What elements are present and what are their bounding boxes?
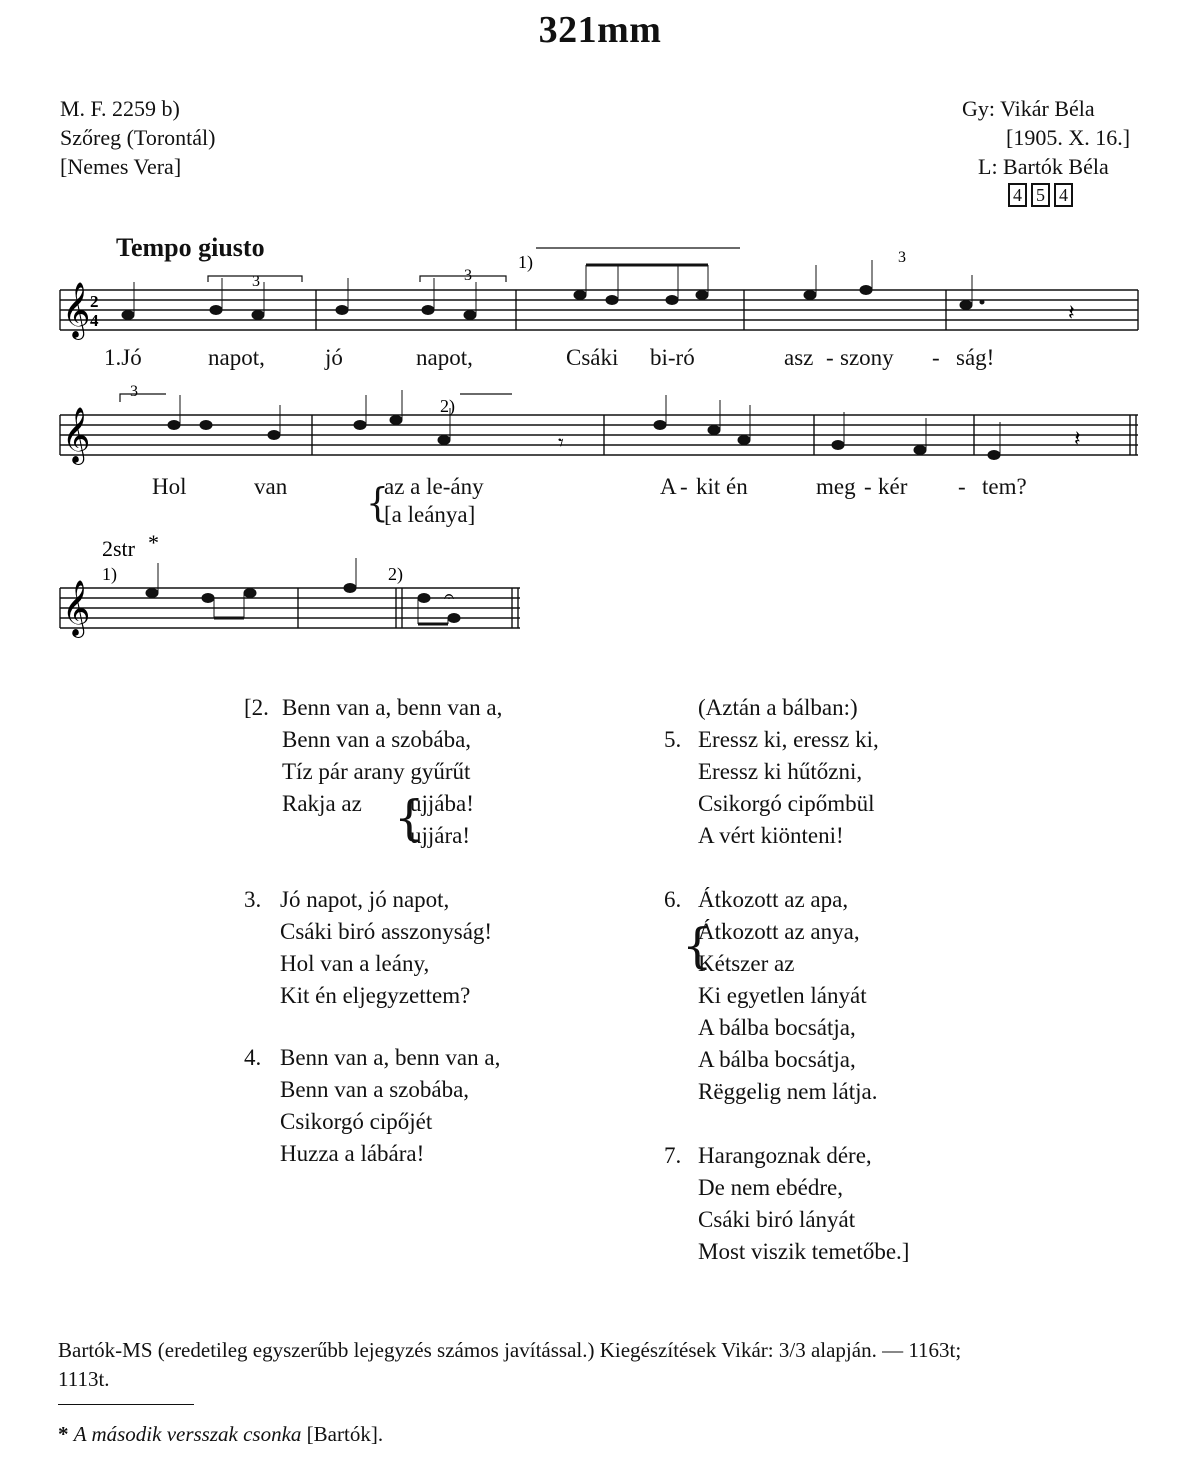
verse-line: Rakja az [282,791,362,816]
lyric-hyphen: - [680,474,688,499]
svg-text:3: 3 [252,273,260,290]
verse-line: Csikorgó cipőjét [280,1109,433,1134]
lyric-syllable: meg [816,474,856,499]
class-box: 4 [1054,183,1073,207]
verse-line: Benn van a szobába, [282,727,472,752]
lyric-syllable: ság! [956,345,995,370]
strophe-number: [2. [244,695,269,720]
ossia-asterisk: * [148,530,159,555]
verse-line: Kétszer az [698,951,795,976]
collector-info [962,94,1130,207]
verse-line: Átkozott az apa, [698,887,849,912]
verse-line: Eressz ki hűtőzni, [698,759,863,784]
svg-text:3: 3 [898,249,906,266]
singer: [Nemes Vera] [60,154,182,179]
triplet-marks [252,249,906,290]
time-signature-bottom: 4 [90,311,99,330]
verse-line: Jó napot, jó napot, [280,887,450,912]
lyric-alternative: [a leánya] [384,502,476,527]
treble-clef-icon: 𝄞 [62,284,91,337]
ossia-mark-1: 1) [102,564,117,584]
source-note-line: Bartók-MS (eredetileg egyszerűbb lejegyzés számos javítással.) Kiegészítések Vikár: 3/3 alapján. — 1163t; [58,1338,962,1362]
lyric-syllable: van [254,474,288,499]
strophe-3 [244,884,492,1012]
verse-line: Tíz pár arany gyűrűt [282,759,471,784]
lyric-hyphen: - [932,345,940,370]
lyric-hyphen: - [826,345,834,370]
lyric-syllable: asz [784,345,814,370]
verse-line: De nem ebédre, [698,1175,843,1200]
lyric-syllable: Csáki [566,345,619,370]
lyric-syllable: kit én [696,474,748,499]
strophe-number: 6. [664,887,682,912]
lyric-syllable: tem? [982,474,1027,499]
staff-line-2 [60,415,1138,455]
ossia-notes [146,558,460,624]
verse-line: Harangoznak dére, [698,1143,872,1168]
ossia-label: 2str [102,536,135,561]
note-mark-1: 1) [518,252,533,272]
footnote [58,1420,383,1449]
verse-line: Átkozott az anya, [698,919,860,944]
lyric-syllable: kér [878,474,908,499]
strophe-2 [244,692,503,848]
verse-variant: ujjára! [410,823,471,848]
strophe-5 [664,724,879,852]
verse-line: Ki egyetlen lányát [698,983,867,1008]
note-mark-2: 2) [440,396,455,416]
lyric-brace: { [366,480,389,526]
treble-clef-icon: 𝄞 [62,582,91,635]
transcriber: L: Bartók Béla [978,154,1109,179]
verse-line: Benn van a szobába, [280,1077,470,1102]
rest-icon: 𝄾 [558,430,564,455]
verse-line: Huzza a lábára! [280,1141,425,1166]
verse-line: Benn van a, benn van a, [282,695,503,720]
verse-line: Rëggelig nem látja. [698,1079,878,1104]
time-signature-top: 2 [90,292,99,311]
strophe-7 [664,1140,909,1268]
triplet-mark: 3 [130,383,138,400]
svg-text:3: 3 [464,267,472,284]
page-title: 321mm [538,9,662,51]
verse-line: Benn van a, benn van a, [280,1045,501,1070]
strophe-intro [698,692,858,724]
lyric-syllable: bi-ró [650,345,695,370]
class-box: 5 [1031,183,1050,207]
verse-line: A bálba bocsátja, [698,1047,856,1072]
rest-icon: 𝄽 [1068,300,1075,325]
ossia-mark-2: 2) [388,564,403,584]
verse-line: (Aztán a bálban:) [698,695,858,720]
classification-boxes [962,183,1130,207]
verse-brace: { [682,918,713,974]
treble-clef-icon: 𝄞 [62,409,91,462]
source-info [60,94,215,181]
location: Szőreg (Torontál) [60,125,216,150]
lyric-syllable: A [660,474,677,499]
strophe-number: 4. [244,1045,262,1070]
strophe-6 [664,884,877,1108]
source-note-line: 1113t. [58,1367,110,1391]
source-note [58,1336,961,1394]
verse-line: Eressz ki, eressz ki, [698,727,879,752]
footnote-text: [Bartók]. [306,1422,384,1446]
collector: Gy: Vikár Béla [962,96,1095,121]
footnote-mark: * [58,1422,69,1446]
verse-line: Csáki biró asszonyság! [280,919,493,944]
lyric-hyphen: - [864,474,872,499]
verse-line: Kit én eljegyzettem? [280,983,471,1008]
tempo-marking: Tempo giusto [116,233,265,262]
verse-brace: { [394,790,425,846]
strophe-number: 3. [244,887,262,912]
strophe-number: 5. [664,727,682,752]
footnote-italic: A második versszak csonka [73,1422,302,1446]
strophe-number: 7. [664,1143,682,1168]
lyric-hyphen: - [958,474,966,499]
lyric-syllable: jó [325,345,343,370]
verse-line: Csikorgó cipőmbül [698,791,875,816]
music-notation [50,240,1150,660]
class-box: 4 [1008,183,1027,207]
verse-line: A bálba bocsátja, [698,1015,856,1040]
verse-line: Most viszik temetőbe.] [698,1239,910,1264]
lyric-syllable: 1.Jó [104,345,142,370]
lyric-syllable: napot, [416,345,473,370]
verse-line: A vért kiönteni! [698,823,844,848]
lyric-syllable: szony [840,345,894,370]
strophe-4 [244,1042,500,1170]
fermata-icon: 𝄐 [444,586,455,606]
lyric-syllable: az a le-ány [384,474,484,499]
footnote-divider [58,1404,194,1405]
verse-line: Hol van a leány, [280,951,430,976]
verse-line: Csáki biró lányát [698,1207,856,1232]
catalog-number: M. F. 2259 b) [60,96,180,121]
lyric-syllable: napot, [208,345,265,370]
lyric-syllable: Hol [152,474,187,499]
collection-date: [1905. X. 16.] [1006,125,1131,150]
verse-variant: ujjába! [410,791,474,816]
rest-icon: 𝄽 [1074,426,1081,451]
